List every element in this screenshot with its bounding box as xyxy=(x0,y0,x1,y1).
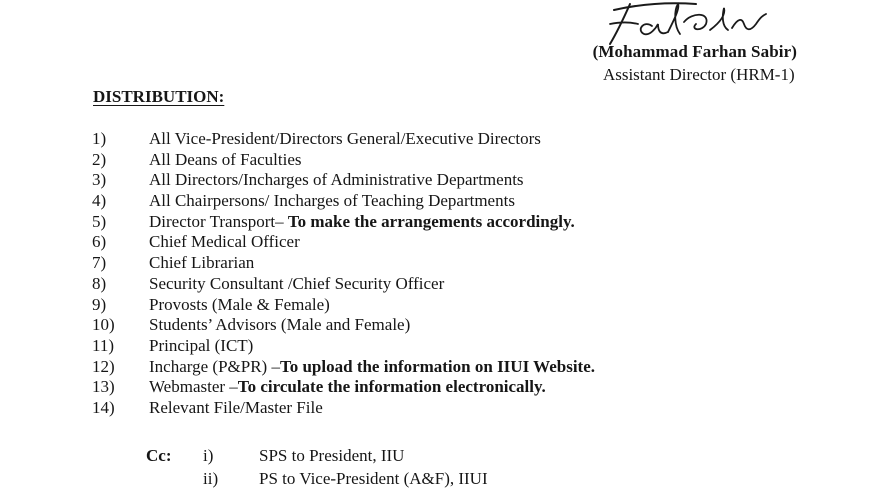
list-item xyxy=(92,232,595,253)
item-text: All Vice-President/Directors General/Executive Directors xyxy=(149,129,541,148)
item-text: Chief Librarian xyxy=(149,253,255,273)
list-item xyxy=(92,170,595,191)
item-number: 4) xyxy=(92,191,107,211)
item-note: To circulate the information electronically. xyxy=(237,377,546,397)
item-text: Relevant File/Master File xyxy=(149,397,323,417)
item-text: Incharge (P&PR) – xyxy=(149,356,280,376)
signatory-title: Assistant Director (HRM-1) xyxy=(602,65,795,84)
item-text: Security Consultant /Chief Security Officer xyxy=(149,273,445,293)
cc-item-number: ii) xyxy=(203,469,219,488)
cc-item xyxy=(203,444,488,467)
list-item xyxy=(92,212,595,233)
item-number: 13) xyxy=(92,377,115,397)
list-item xyxy=(92,398,595,419)
list-item xyxy=(92,377,595,398)
list-item xyxy=(92,336,595,357)
cc-item-text: SPS to President, IIU xyxy=(259,446,405,465)
item-number: 11) xyxy=(92,335,115,355)
item-number: 10) xyxy=(92,315,115,335)
item-number: 7) xyxy=(92,253,107,273)
item-number: 2) xyxy=(92,149,107,169)
item-text: Principal (ICT) xyxy=(149,335,254,355)
item-number: 9) xyxy=(92,294,107,314)
item-text: Chief Medical Officer xyxy=(149,232,300,252)
cc-item-text: PS to Vice-President (A&F), IIUI xyxy=(259,469,488,488)
item-text: Director Transport– xyxy=(149,211,288,231)
signatory-name: (Mohammad Farhan Sabir) xyxy=(592,42,797,61)
item-number: 12) xyxy=(92,356,115,376)
list-item xyxy=(92,315,595,336)
list-item xyxy=(92,295,595,316)
cc-item xyxy=(203,467,488,490)
item-text: Provosts (Male & Female) xyxy=(149,294,330,314)
item-text: Students’ Advisors (Male and Female) xyxy=(149,315,411,335)
item-text: All Chairpersons/ Incharges of Teaching Departments xyxy=(149,191,515,211)
cc-label: Cc: xyxy=(146,446,172,465)
list-item xyxy=(92,150,595,171)
item-note: To make the arrangements accordingly. xyxy=(287,211,575,231)
list-item xyxy=(92,274,595,295)
item-text: All Deans of Faculties xyxy=(149,149,302,169)
list-item xyxy=(92,253,595,274)
list-item xyxy=(92,357,595,378)
item-number: 14) xyxy=(92,397,115,417)
item-number: 8) xyxy=(92,273,107,293)
item-number: 3) xyxy=(92,170,107,190)
item-number: 6) xyxy=(92,232,107,252)
signature-block xyxy=(593,40,797,86)
cc-list xyxy=(203,444,488,490)
list-item xyxy=(92,129,595,150)
distribution-list xyxy=(92,129,595,419)
item-note: To upload the information on IIUI Website. xyxy=(279,356,595,376)
item-number: 5) xyxy=(92,211,107,231)
item-text: Webmaster – xyxy=(149,377,238,397)
list-item xyxy=(92,191,595,212)
cc-item-number: i) xyxy=(203,446,214,465)
item-text: All Directors/Incharges of Administrative Departments xyxy=(149,170,524,190)
item-number: 1) xyxy=(92,129,107,148)
distribution-heading: DISTRIBUTION: xyxy=(93,87,225,106)
